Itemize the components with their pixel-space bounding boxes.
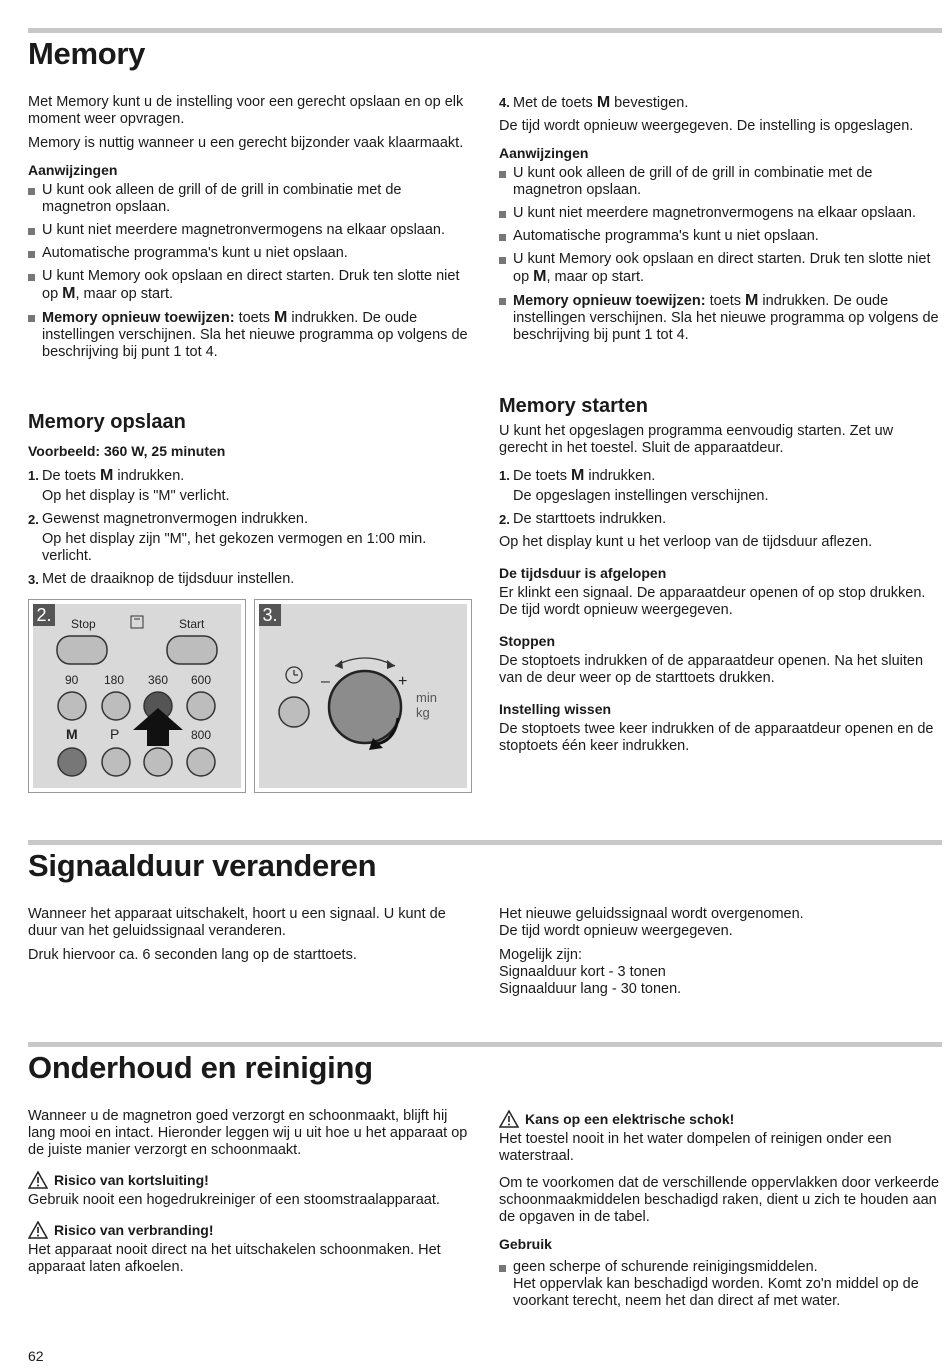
- step-number: 1.: [28, 468, 39, 483]
- section-rule: [28, 840, 942, 845]
- step-item: 2. Gewenst magnetronvermogen indrukken. Op het display zijn "M", het gekozen vermogen en 1:00 min. verlicht.: [28, 511, 470, 565]
- warning-electric-text: Het toestel nooit in het water dompelen of reinigen onder een waterstraal.: [499, 1131, 892, 1164]
- care-right-column: [499, 1110, 941, 1316]
- notes-heading: Aanwijzingen: [28, 162, 118, 178]
- power-label: 90: [65, 673, 79, 687]
- memory-save-steps: [28, 443, 470, 594]
- care-intro: Wanneer u de magnetron goed verzorgt en schoonmaakt, blijft hij lang mooi en intact. Hieronder leggen wij u uit hoe u het apparaat op de juiste manier verzorgt en schoonmaakt.: [28, 1108, 468, 1158]
- note-bold: Memory opnieuw toewijzen:: [42, 310, 235, 326]
- note-text: toets: [234, 310, 275, 326]
- memory-intro-1: Met Memory kunt u de instelling voor een gerecht opslaan en op elk moment weer opvragen.: [28, 94, 464, 127]
- note-item: [28, 309, 470, 361]
- note-item: U kunt niet meerdere magnetronvermogens na elkaar opslaan.: [499, 205, 941, 222]
- note-item: U kunt ook alleen de grill of de grill in combinatie met de magnetron opslaan.: [499, 165, 941, 199]
- signal-result: Het nieuwe geluidssignaal wordt overgenomen. De tijd wordt opnieuw weergegeven.: [499, 906, 804, 939]
- note-item: Memory opnieuw toewijzen: toets M indrukken. De oude instellingen verschijnen. Sla het nieuwe programma op volgens de beschrijving bij punt 1 tot 4.: [499, 292, 941, 344]
- care-left-column: [28, 1108, 470, 1283]
- memory-button: [58, 748, 86, 776]
- control-panel-illustration-3: [254, 599, 472, 793]
- plus-label: +: [398, 673, 408, 690]
- panel-number: 2.: [33, 604, 55, 626]
- step-item: 3. Met de draaiknop de tijdsduur instellen.: [28, 571, 295, 587]
- start-after: Op het display kunt u het verloop van de tijdsduur aflezen.: [499, 534, 873, 550]
- memory-title: Memory: [28, 36, 146, 71]
- step-sub: Op het display zijn "M", het gekozen vermogen en 1:00 min. verlicht.: [42, 531, 427, 564]
- step-number: 1.: [499, 468, 510, 483]
- start-button: [167, 636, 217, 664]
- memory-left-column: [28, 94, 470, 367]
- power-button: [187, 748, 215, 776]
- min-label: min: [416, 690, 437, 705]
- elapsed-text: Er klinkt een signaal. De apparaatdeur openen of op stop drukken. De tijd wordt opnieuw weergegeven.: [499, 585, 926, 618]
- m-label: M: [66, 726, 78, 742]
- memory-save-heading: Memory opslaan: [28, 411, 186, 433]
- notes-list: [28, 182, 470, 361]
- notes-heading: Aanwijzingen: [499, 145, 589, 161]
- m-key-label: M: [596, 94, 611, 111]
- elapsed-heading: De tijdsduur is afgelopen: [499, 565, 667, 581]
- arrow-up-icon: [133, 708, 183, 746]
- m-key-label: M: [533, 268, 547, 285]
- warning-electric-shock: Kans op een elektrische schok!: [499, 1110, 941, 1128]
- note-item: U kunt ook alleen de grill of de grill in combinatie met de magnetron opslaan.: [28, 182, 470, 216]
- note-item: [28, 268, 470, 303]
- memory-start-column: [499, 423, 941, 762]
- step-item: 2. De starttoets indrukken.: [499, 511, 667, 527]
- stop-text: De stoptoets indrukken of de apparaatdeur openen. Na het sluiten van de deur weer op de starttoets drukken.: [499, 653, 924, 686]
- clear-heading: Instelling wissen: [499, 701, 612, 717]
- note-text: indrukken. De oude instellingen verschijnen. Sla het nieuwe programma op volgens de beschrijving bij punt 1 tot 4.: [42, 310, 468, 360]
- step-number: 2.: [28, 512, 39, 527]
- step-number: 3.: [28, 572, 39, 587]
- save-step-4: [499, 94, 941, 112]
- warning-icon: [499, 1110, 519, 1128]
- panel-3-graphic: [255, 600, 471, 792]
- start-intro: U kunt het opgeslagen programma eenvoudig starten. Zet uw gerecht in het toestel. Sluit de apparaatdeur.: [499, 423, 894, 456]
- rotate-indicator: [335, 658, 395, 666]
- step-item: 1. De toets M indrukken. Op het display is "M" verlicht.: [28, 467, 470, 505]
- note-text: , maar op start.: [75, 286, 174, 302]
- clear-text: De stoptoets twee keer indrukken of de apparaatdeur openen en de stoptoets één keer indrukken.: [499, 721, 934, 754]
- use-heading: Gebruik: [499, 1236, 552, 1252]
- warning-icon: [28, 1221, 48, 1239]
- note-item: U kunt niet meerdere magnetronvermogens na elkaar opslaan.: [28, 222, 470, 239]
- care-surfaces: Om te voorkomen dat de verschillende oppervlakken door verkeerde schoonmaakmiddelen beschadigd raken, dient u zich te houden aan de opgaven in de tabel.: [499, 1175, 940, 1225]
- start-label: Start: [179, 617, 205, 631]
- panel-number: 3.: [259, 604, 281, 626]
- programme-button: [102, 748, 130, 776]
- button: [144, 748, 172, 776]
- example-label: Voorbeeld: 360 W, 25 minuten: [28, 443, 226, 459]
- notes-list: [499, 165, 941, 344]
- kg-label: kg: [416, 705, 430, 720]
- use-list: [499, 1259, 941, 1310]
- power-label: 600: [191, 673, 212, 687]
- step-item: 1. De toets M indrukken. De opgeslagen instellingen verschijnen.: [499, 467, 769, 504]
- memory-right-column: [499, 94, 941, 350]
- step4-result: De tijd wordt opnieuw weergegeven. De instelling is opgeslagen.: [499, 118, 914, 134]
- step-number: 2.: [499, 512, 510, 527]
- step-item: 4. Met de toets M bevestigen.: [499, 94, 689, 111]
- warning-short-circuit-text: Gebruik nooit een hogedrukreiniger of een stoomstraalapparaat.: [28, 1192, 440, 1208]
- m-key-label: M: [100, 467, 114, 484]
- save-steps-list: [28, 467, 470, 588]
- stop-button: [57, 636, 107, 664]
- p-label: P: [110, 726, 120, 742]
- use-item: geen scherpe of schurende reinigingsmiddelen. Het oppervlak kan beschadigd worden. Komt zo'n middel op de voorkant terecht, neem het dan direct af met water.: [499, 1259, 941, 1310]
- step-sub: Op het display is "M" verlicht.: [42, 488, 230, 504]
- power-button: [58, 692, 86, 720]
- memory-intro-2: Memory is nuttig wanneer u een gerecht bijzonder vaak klaarmaakt.: [28, 135, 464, 151]
- signal-p2: Druk hiervoor ca. 6 seconden lang op de starttoets.: [28, 947, 357, 963]
- warning-icon: [28, 1171, 48, 1189]
- note-item: Automatische programma's kunt u niet opslaan.: [499, 228, 941, 245]
- note-item: Automatische programma's kunt u niet opslaan.: [28, 245, 470, 262]
- section-rule: [28, 1042, 942, 1047]
- m-key-label: M: [62, 285, 76, 302]
- m-key-label: M: [571, 467, 585, 484]
- signal-p1: Wanneer het apparaat uitschakelt, hoort u een signaal. U kunt de duur van het geluidssignaal veranderen.: [28, 906, 446, 939]
- panel-2-graphic: [29, 600, 245, 792]
- power-label: 180: [104, 673, 125, 687]
- power-button: [102, 692, 130, 720]
- note-item: U kunt Memory ook opslaan en direct starten. Druk ten slotte niet op M, maar op start.: [499, 251, 941, 286]
- signal-options: Mogelijk zijn: Signaalduur kort - 3 tonen Signaalduur lang - 30 tonen.: [499, 947, 682, 997]
- m-key-label: M: [274, 309, 288, 326]
- signal-title: Signaalduur veranderen: [28, 848, 377, 883]
- rotary-knob: [329, 671, 401, 743]
- signal-left-column: [28, 906, 470, 971]
- power-button: [187, 692, 215, 720]
- power-label: 800: [191, 728, 212, 742]
- warning-burn-text: Het apparaat nooit direct na het uitschakelen schoonmaken. Het apparaat laten afkoelen.: [28, 1242, 441, 1275]
- control-panel-illustration-2: [28, 599, 246, 793]
- note-text: U kunt Memory ook opslaan en direct starten. Druk ten slotte niet op: [42, 268, 460, 302]
- section-rule: [28, 28, 942, 33]
- step-number: 4.: [499, 95, 510, 110]
- page-number: 62: [28, 1348, 44, 1364]
- minus-label: –: [321, 673, 330, 690]
- power-label: 360: [148, 673, 169, 687]
- signal-right-column: [499, 906, 941, 1005]
- care-title: Onderhoud en reiniging: [28, 1050, 373, 1085]
- warning-short-circuit: Risico van kortsluiting!: [28, 1171, 470, 1189]
- clock-button: [279, 697, 309, 727]
- stop-heading: Stoppen: [499, 633, 555, 649]
- m-key-label: M: [745, 292, 759, 309]
- warning-burn: Risico van verbranding!: [28, 1221, 470, 1239]
- grill-icon: [131, 616, 143, 628]
- start-steps-list: [499, 467, 941, 528]
- memory-start-heading: Memory starten: [499, 395, 648, 417]
- stop-label: Stop: [71, 617, 96, 631]
